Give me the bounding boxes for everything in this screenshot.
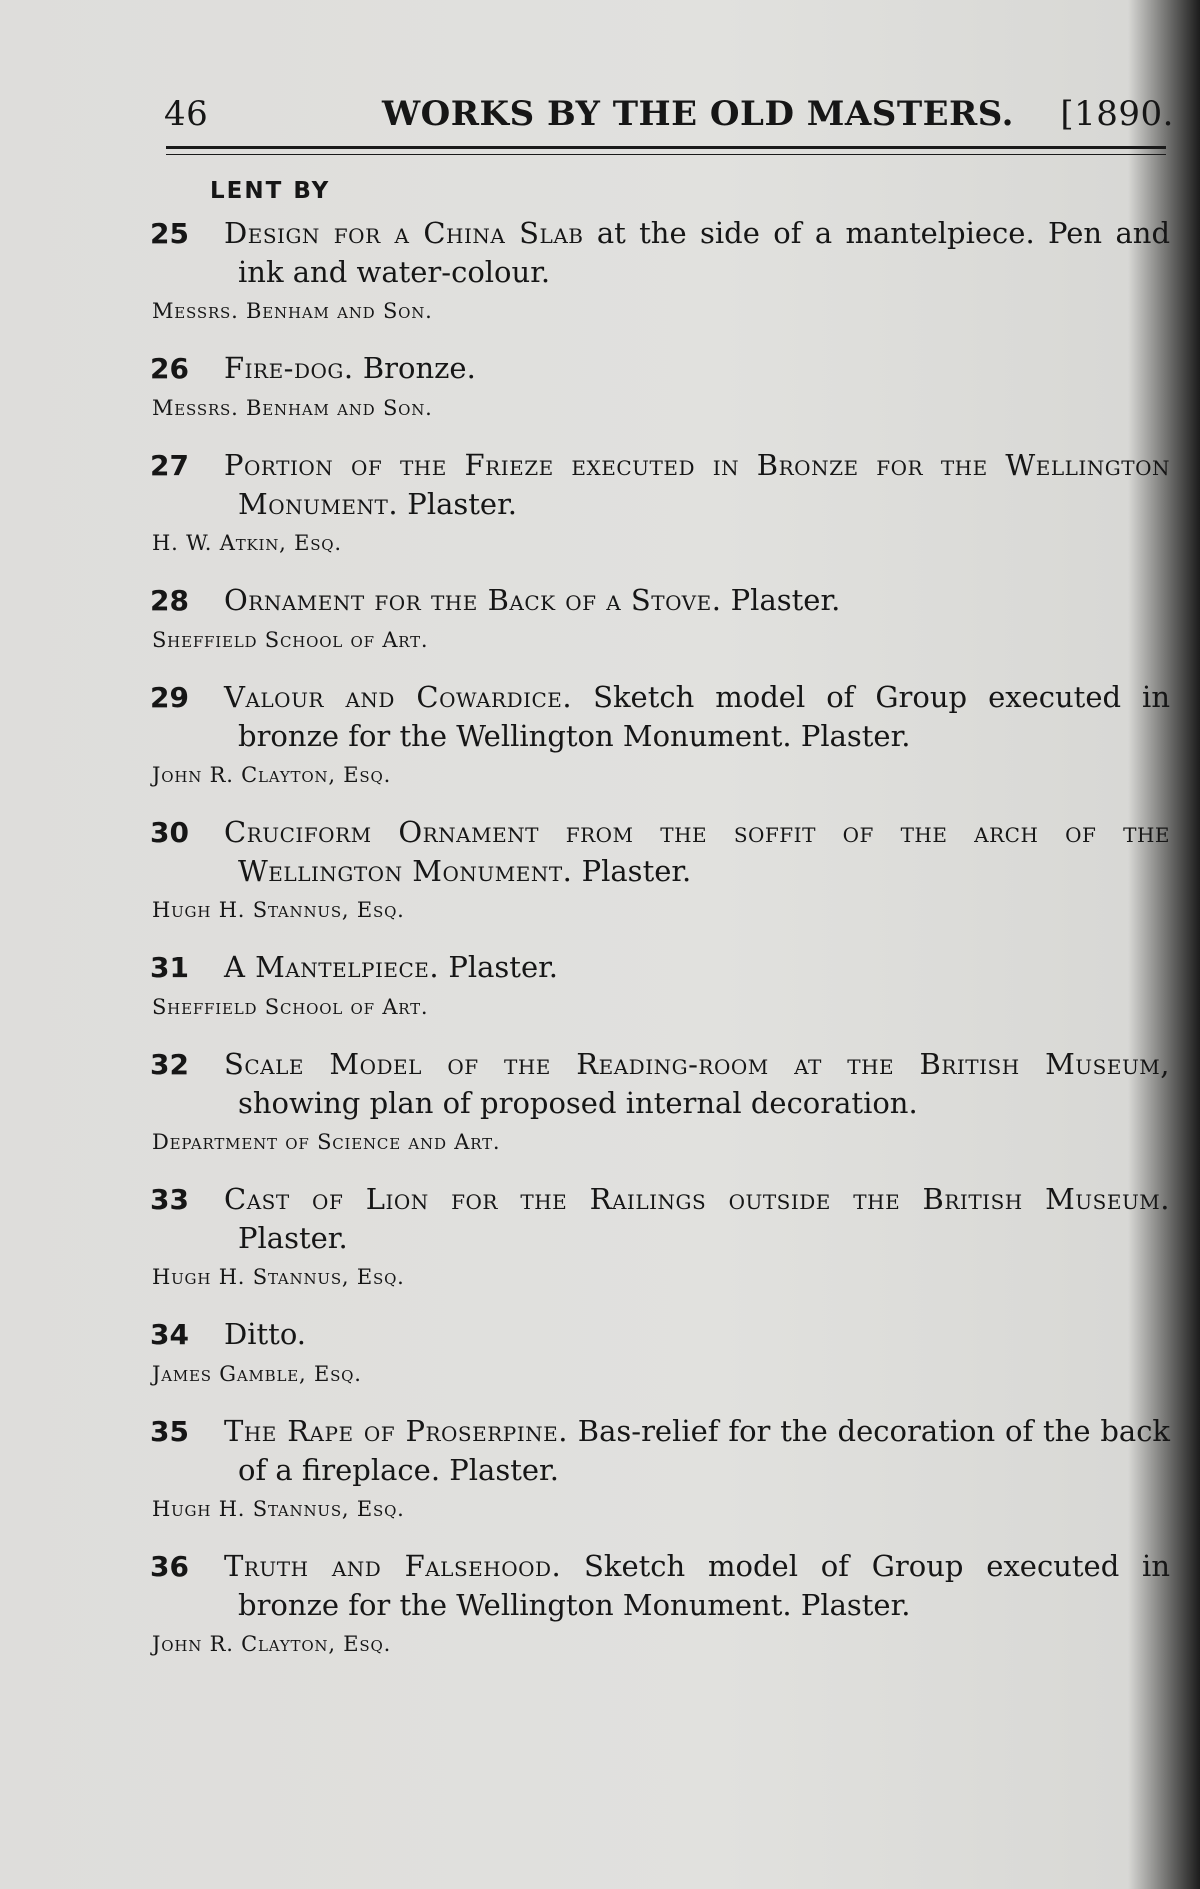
catalogue-entry xyxy=(150,1045,1170,1154)
entry-title: Cruciform Ornament from the soffit of the arch of the Wellington Monument. xyxy=(224,815,1170,888)
entry-number: 28 xyxy=(150,584,189,617)
entry-title: The Rape of Proserpine. xyxy=(224,1414,568,1448)
entry-text xyxy=(150,813,1170,890)
entry-description: Ditto. xyxy=(224,1317,307,1351)
entry-title: Portion of the Frieze executed in Bronze for the Wellington Monument. xyxy=(224,448,1170,521)
entry-number: 35 xyxy=(150,1415,189,1448)
entry-lender: Hugh H. Stannus, Esq. xyxy=(152,898,405,922)
lent-by-label: LENT BY xyxy=(210,178,331,204)
entry-lender: H. W. Atkin, Esq. xyxy=(152,531,342,555)
catalogue-entry xyxy=(150,214,1170,323)
entry-text xyxy=(150,1315,1170,1354)
entry-text xyxy=(150,1412,1170,1489)
entry-description: showing plan of proposed internal decoration. xyxy=(238,1086,918,1120)
entry-number: 32 xyxy=(150,1048,189,1081)
entry-list xyxy=(150,214,1170,1682)
page-number: 46 xyxy=(164,94,209,134)
entry-text xyxy=(150,1180,1170,1257)
year-marker: [1890. xyxy=(1060,94,1174,134)
entry-text xyxy=(150,446,1170,523)
entry-title: Design for a China Slab xyxy=(224,216,584,250)
entry-description: Plaster. xyxy=(572,854,692,888)
entry-number: 31 xyxy=(150,951,189,984)
entry-title: Valour and Cowardice. xyxy=(224,680,573,714)
entry-lender: Sheffield School of Art. xyxy=(152,995,429,1019)
catalogue-entry xyxy=(150,948,1170,1019)
entry-lender: Messrs. Benham and Son. xyxy=(152,299,433,323)
entry-number: 29 xyxy=(150,681,189,714)
entry-description: Plaster. xyxy=(398,487,517,521)
entry-number: 27 xyxy=(150,449,189,482)
entry-title: Ornament for the Back of a Stove. xyxy=(224,583,722,617)
catalogue-entry xyxy=(150,813,1170,922)
entry-text xyxy=(150,581,1170,620)
entry-title: Scale Model of the Reading-room at the British Museum, xyxy=(224,1047,1170,1081)
entry-lender: Messrs. Benham and Son. xyxy=(152,396,433,420)
entry-lender: Hugh H. Stannus, Esq. xyxy=(152,1265,405,1289)
entry-description: Plaster. xyxy=(721,583,841,617)
entry-title: Cast of Lion for the Railings outside the British Museum. xyxy=(224,1182,1170,1216)
catalogue-entry xyxy=(150,678,1170,787)
entry-text xyxy=(150,214,1170,291)
entry-lender: John R. Clayton, Esq. xyxy=(152,763,392,787)
entry-text xyxy=(150,948,1170,987)
entry-number: 36 xyxy=(150,1550,189,1583)
entry-title: Truth and Falsehood. xyxy=(224,1549,562,1583)
entry-lender: Sheffield School of Art. xyxy=(152,628,429,652)
entry-description: Plaster. xyxy=(439,950,558,984)
catalogue-entry xyxy=(150,349,1170,420)
entry-lender: Hugh H. Stannus, Esq. xyxy=(152,1497,405,1521)
catalogue-entry xyxy=(150,1315,1170,1386)
header-double-rule xyxy=(166,146,1166,155)
running-title: WORKS BY THE OLD MASTERS. xyxy=(382,94,1014,134)
entry-lender: Department of Science and Art. xyxy=(152,1130,501,1154)
catalogue-entry xyxy=(150,446,1170,555)
entry-text xyxy=(150,349,1170,388)
entry-description: Plaster. xyxy=(238,1221,348,1255)
entry-lender: James Gamble, Esq. xyxy=(152,1362,362,1386)
entry-title: A Mantelpiece. xyxy=(224,950,440,984)
entry-description: at the side of a mantelpiece. Pen and ink and water-colour. xyxy=(238,216,1171,289)
entry-number: 30 xyxy=(150,816,189,849)
entry-description: Sketch model of Group executed in bronze for the Wellington Monument. Plaster. xyxy=(238,1549,1171,1622)
entry-number: 33 xyxy=(150,1183,189,1216)
entry-number: 34 xyxy=(150,1318,189,1351)
entry-title: Fire-dog. xyxy=(224,351,354,385)
catalogue-entry xyxy=(150,1180,1170,1289)
entry-number: 26 xyxy=(150,352,189,385)
catalogue-entry xyxy=(150,1547,1170,1656)
entry-text xyxy=(150,678,1170,755)
entry-description: Bronze. xyxy=(353,351,476,385)
entry-text xyxy=(150,1547,1170,1624)
catalogue-entry xyxy=(150,581,1170,652)
entry-number: 25 xyxy=(150,217,189,250)
entry-description: Bas-relief for the decoration of the back of a fireplace. Plaster. xyxy=(238,1414,1171,1487)
catalogue-entry xyxy=(150,1412,1170,1521)
entry-lender: John R. Clayton, Esq. xyxy=(152,1632,392,1656)
running-header xyxy=(164,88,1174,138)
entry-description: Sketch model of Group executed in bronze for the Wellington Monument. Plaster. xyxy=(238,680,1170,753)
entry-text xyxy=(150,1045,1170,1122)
